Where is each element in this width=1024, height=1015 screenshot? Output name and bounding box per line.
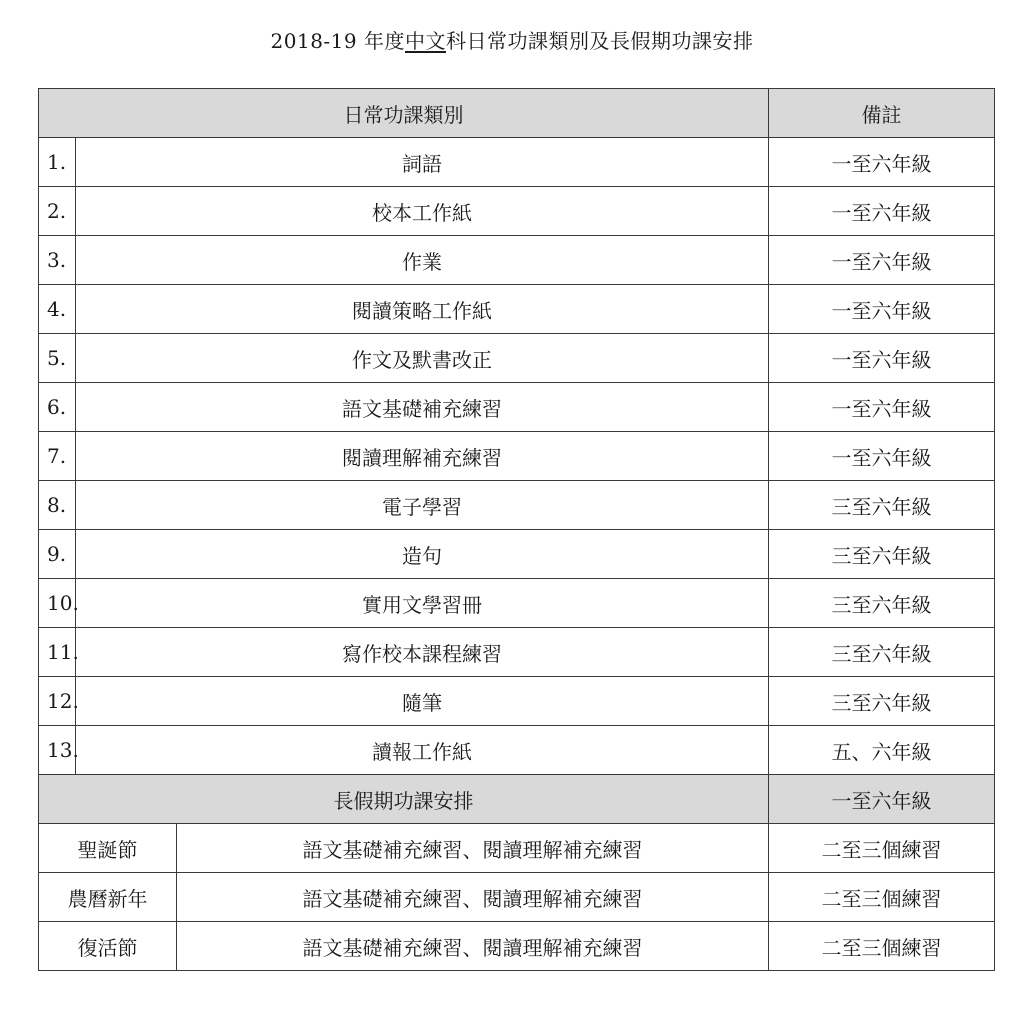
table-row bbox=[39, 726, 995, 775]
grade-remark: 三至六年級 bbox=[769, 677, 995, 726]
holiday-work: 語文基礎補充練習、閱讀理解補充練習 bbox=[177, 873, 769, 922]
grade-remark: 一至六年級 bbox=[769, 432, 995, 481]
row-number: 10. bbox=[39, 579, 76, 628]
row-number: 6. bbox=[39, 383, 76, 432]
table-row bbox=[39, 677, 995, 726]
row-number: 13. bbox=[39, 726, 76, 775]
holiday-name: 復活節 bbox=[39, 922, 177, 971]
homework-category: 閱讀理解補充練習 bbox=[76, 432, 769, 481]
row-number: 5. bbox=[39, 334, 76, 383]
row-number: 9. bbox=[39, 530, 76, 579]
homework-category: 作業 bbox=[76, 236, 769, 285]
grade-remark: 一至六年級 bbox=[769, 383, 995, 432]
grade-remark: 五、六年級 bbox=[769, 726, 995, 775]
table-row bbox=[39, 481, 995, 530]
holiday-work: 語文基礎補充練習、閱讀理解補充練習 bbox=[177, 922, 769, 971]
row-number: 3. bbox=[39, 236, 76, 285]
grade-remark: 一至六年級 bbox=[769, 236, 995, 285]
grade-remark: 一至六年級 bbox=[769, 334, 995, 383]
table-row bbox=[39, 187, 995, 236]
holiday-amount: 二至三個練習 bbox=[769, 873, 995, 922]
row-number: 4. bbox=[39, 285, 76, 334]
grade-remark: 一至六年級 bbox=[769, 187, 995, 236]
holiday-amount: 二至三個練習 bbox=[769, 824, 995, 873]
table-row bbox=[39, 334, 995, 383]
table-row bbox=[39, 236, 995, 285]
holiday-category-header: 長假期功課安排 bbox=[39, 775, 769, 824]
homework-category: 作文及默書改正 bbox=[76, 334, 769, 383]
grade-remark: 一至六年級 bbox=[769, 138, 995, 187]
row-number: 2. bbox=[39, 187, 76, 236]
homework-category: 詞語 bbox=[76, 138, 769, 187]
row-number: 12. bbox=[39, 677, 76, 726]
table-row bbox=[39, 138, 995, 187]
homework-category: 實用文學習冊 bbox=[76, 579, 769, 628]
grade-remark: 一至六年級 bbox=[769, 285, 995, 334]
table-row bbox=[39, 432, 995, 481]
row-number: 7. bbox=[39, 432, 76, 481]
table-row bbox=[39, 285, 995, 334]
daily-header-row bbox=[39, 89, 995, 138]
table-row bbox=[39, 383, 995, 432]
daily-remark-header: 備註 bbox=[769, 89, 995, 138]
homework-category: 讀報工作紙 bbox=[76, 726, 769, 775]
homework-category: 閱讀策略工作紙 bbox=[76, 285, 769, 334]
grade-remark: 三至六年級 bbox=[769, 628, 995, 677]
homework-category: 隨筆 bbox=[76, 677, 769, 726]
row-number: 11. bbox=[39, 628, 76, 677]
document-title bbox=[0, 26, 1024, 56]
daily-category-header: 日常功課類別 bbox=[39, 89, 769, 138]
table-row bbox=[39, 530, 995, 579]
grade-remark: 三至六年級 bbox=[769, 530, 995, 579]
title-prefix: 2018-19 年度 bbox=[270, 29, 405, 53]
table-row bbox=[39, 628, 995, 677]
grade-remark: 三至六年級 bbox=[769, 579, 995, 628]
holiday-row bbox=[39, 824, 995, 873]
holiday-row bbox=[39, 922, 995, 971]
holiday-name: 聖誕節 bbox=[39, 824, 177, 873]
title-subject: 中文 bbox=[404, 29, 446, 53]
homework-category: 寫作校本課程練習 bbox=[76, 628, 769, 677]
homework-table bbox=[38, 88, 995, 971]
holiday-header-row bbox=[39, 775, 995, 824]
holiday-row bbox=[39, 873, 995, 922]
title-suffix: 科日常功課類別及長假期功課安排 bbox=[445, 29, 754, 53]
row-number: 1. bbox=[39, 138, 76, 187]
row-number: 8. bbox=[39, 481, 76, 530]
homework-category: 電子學習 bbox=[76, 481, 769, 530]
holiday-remark-header: 一至六年級 bbox=[769, 775, 995, 824]
holiday-work: 語文基礎補充練習、閱讀理解補充練習 bbox=[177, 824, 769, 873]
homework-category: 造句 bbox=[76, 530, 769, 579]
holiday-name: 農曆新年 bbox=[39, 873, 177, 922]
homework-category: 語文基礎補充練習 bbox=[76, 383, 769, 432]
grade-remark: 三至六年級 bbox=[769, 481, 995, 530]
table-row bbox=[39, 579, 995, 628]
homework-category: 校本工作紙 bbox=[76, 187, 769, 236]
holiday-amount: 二至三個練習 bbox=[769, 922, 995, 971]
